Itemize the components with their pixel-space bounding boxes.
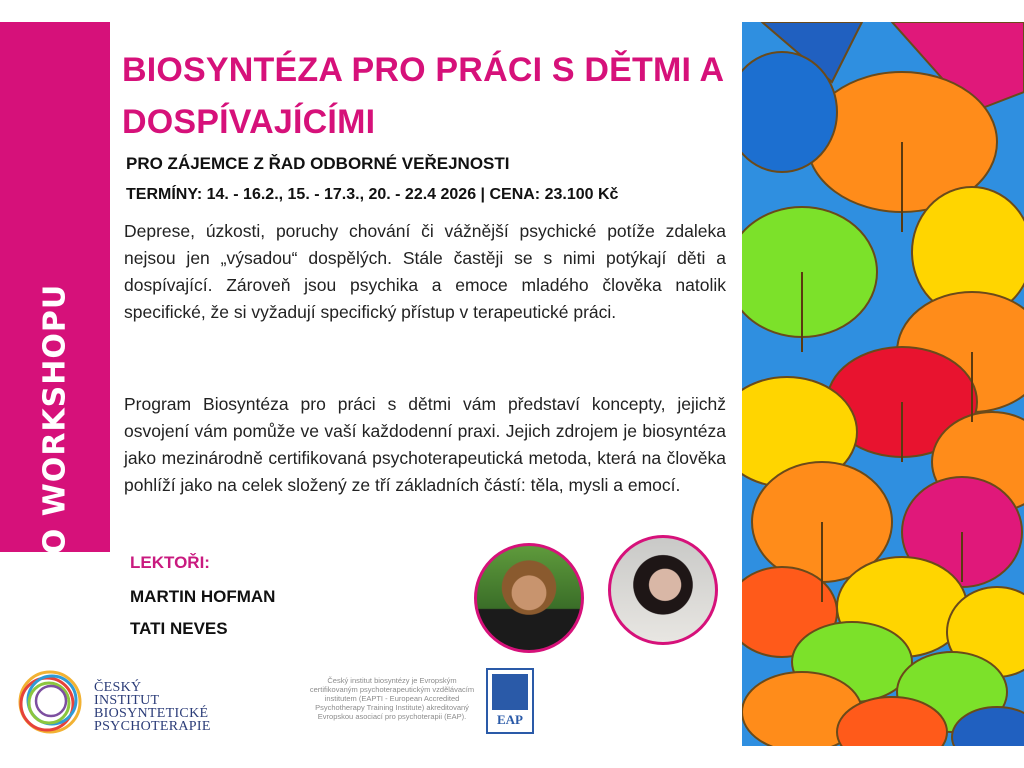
institute-logo-text: ČESKÝ INSTITUT BIOSYNTETICKÉ PSYCHOTERAPIE xyxy=(94,680,211,734)
workshop-title: BIOSYNTÉZA PRO PRÁCI S DĚTMI A DOSPÍVAJÍCÍMI xyxy=(122,51,724,141)
lecturer-name: MARTIN HOFMAN xyxy=(130,587,276,606)
description-paragraph-1: Deprese, úzkosti, poruchy chování či vážnější psychické potíže zdaleka nejsou jen „výsadou“ dospělých. Stále častěji se s nimi potýkají děti a dospívající. Zároveň jsou psychika a emoce mladého člověka natolik specifické, že si vyžadují specifický přístup v terapeutické práci. xyxy=(124,221,726,322)
sidebar-label: O WORKSHOPU xyxy=(37,283,73,555)
eap-logo xyxy=(486,668,534,734)
lecturer-name: TATI NEVES xyxy=(130,619,228,638)
europe-map-icon xyxy=(492,674,528,710)
lecturers-heading: LEKTOŘI: xyxy=(130,553,210,572)
dates-and-price: TERMÍNY: 14. - 16.2., 15. - 17.3., 20. - 22.4 2026 | CENA: 23.100 Kč xyxy=(126,186,619,203)
eap-accreditation-note: Český institut biosyntézy je Evropským certifikovaným psychoterapeutickým vzdělávacím institutem (EAPTI - European Accredited Psychotherapy Training Institute) akreditovaný Evropskou asociací pro psychoterapii (EAP). xyxy=(309,676,475,721)
umbrellas-photo xyxy=(742,22,1024,746)
sidebar-band xyxy=(0,22,110,555)
description-paragraph-2: Program Biosyntéza pro práci s dětmi vám představí koncepty, jejichž osvojení vám pomůže ve vaší každodenní praxi. Jejich zdrojem je biosyntéza jako mezinárodně certifikovaná psychoterapeutická metoda, která na člověka pohlíží jako na celek složený ze tří základních částí: těla, mysli a emocí. xyxy=(124,394,726,495)
institute-logo-rings xyxy=(14,666,86,738)
lecturer-photo-tati xyxy=(608,535,718,645)
eap-logo-label: EAP xyxy=(497,712,523,727)
audience-subtitle: PRO ZÁJEMCE Z ŘAD ODBORNÉ VEŘEJNOSTI xyxy=(126,154,510,173)
lecturer-photo-martin xyxy=(474,543,584,653)
